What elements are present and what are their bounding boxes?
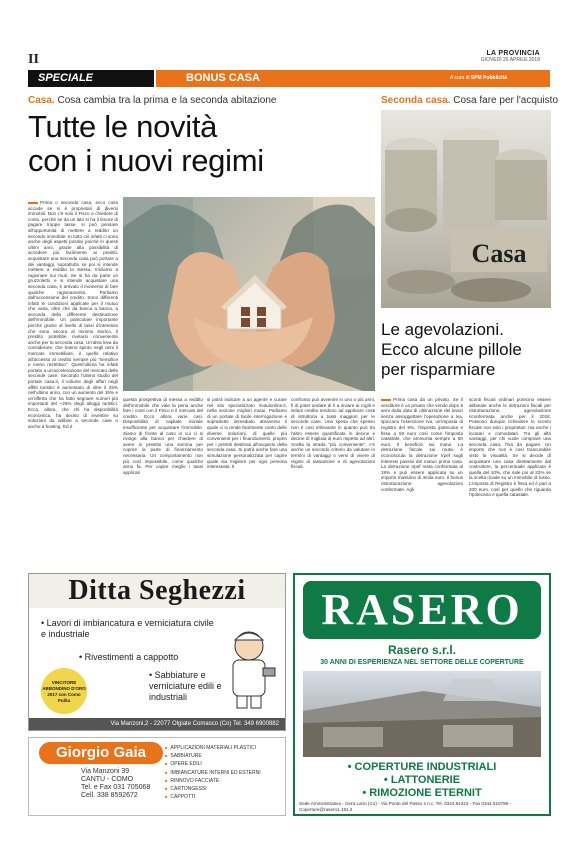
industrial-roof-photo — [303, 671, 541, 757]
gaia-service-item: ■ CAPPOTTI — [165, 793, 283, 801]
gaia-service-item: ■ APPLICAZIONI MATERIALI PLASTICI — [165, 744, 283, 752]
seghezzi-service-1: • Lavori di imbiancatura e verniciatura civile e industriale — [41, 618, 214, 639]
main-headline: Tutte le novità con i nuovi regimi — [28, 109, 264, 178]
painter-mascot-icon — [219, 624, 279, 710]
gaia-service-item: ■ OPERE EDILI — [165, 760, 283, 768]
gaia-services — [165, 744, 283, 801]
publisher-credit: A cura di SPM Pubblicità — [422, 70, 550, 87]
rasero-service-2: • LATTONERIE — [383, 774, 461, 786]
gaia-service-item: ■ RINNOVO FACCIATE — [165, 777, 283, 785]
rasero-company-name: Rasero s.r.l. — [387, 643, 457, 657]
side-column-2: sconti fiscali ordinari possono essere abbinate anche le detrazioni fiscali per ristrutturazione, agevolazione riconfermata anche per il 2018. Possono dunque richiedere lo sconto fiscale non solo i proprietari, ma anche i locatari e comodatari. Tra gli altri vantaggi, per chi vuole comprare una seconda casa, l'Iva da pagare. Un importo che non è così trascurabile visto la visualità. Se si decide di acquistare una casa direttamente dal costruttore, la percentuale applicata è quella del 10%, che sale poi al 22% se la scelta ricade su un immobile di lusso. L'imposta di Registro è fissa ed è pari a 200 euro, così per quello che riguarda l'ipotecaria e quella catastale. — [469, 397, 551, 498]
side-column-1: Prima casa da un privato. Se il venditore è un privato che vende dopo 5 anni dalla data di ultimazione dei lavori senza assoggettare l'operazione a Iva, spiccano l'esenzione Iva, un'imposta di registro del 9%, l'imposta ipotecaria e fissa a 50 euro così come l'imposta catastale, che ammonta sempre a 50 euro. Il beneficio sui mutui. La detrazione fiscale sui mutui è riconosciuta la detrazione Irpef sugli interessi passivi del mutuo prima casa. La detrazione Irpef resta confermata al 19% e può essere applicata su un importo massimo di 4mila euro. Il bonus ristrutturazione: agevolazioni confermate. Agli — [381, 397, 463, 492]
publisher-name: SPM Pubblicità — [470, 75, 507, 81]
seghezzi-contact: Via Manzoni,2 - 22077 Olgiate Comasco (Co) Tel. 349 6900882 — [29, 718, 285, 730]
rasero-service-3: • RIMOZIONE ETERNIT — [362, 787, 482, 799]
hands-house-illustration — [123, 197, 375, 391]
rasero-service-1: • COPERTURE INDUSTRIALI — [347, 761, 497, 773]
casa-word: Casa — [471, 239, 527, 268]
ad-ditta-seghezzi[interactable] — [28, 573, 286, 731]
ad-rasero[interactable] — [293, 573, 551, 816]
gaia-service-item: ■ IMBIANCATURE INTERNI ED ESTERNI — [165, 769, 283, 777]
seghezzi-title: Ditta Seghezzi — [29, 574, 285, 608]
main-column-3: si potrà indicare a un agente e curare nel sito specializzato mutuionline.it, nella sezione migliori mutui. Parliamo di un portale di facile interrogazione e soprattutto immediato attraverso il quale ci si rende facilmente conto delle diverse soluzioni, di quelle più convenienti per i finanziamenti, proprio per i prestiti destinati all'acquisto della seconda casa. Si potrà anche fare una simulazione personalizzata per capire quale sia migliore per ogni persona interessata. Il — [207, 397, 287, 470]
seghezzi-service-3: • Sabbiature e verniciature edili e industriali — [149, 670, 222, 702]
side-kicker: Seconda casa. Cosa fare per l'acquisto — [381, 95, 559, 106]
main-column-1: Prima o seconda casa, ecco cosa accade se si è proprietari di diversi immobili. Non c'è solo il Fisco a chiedere di conto, perché se da un lato si ha il timore di pagare troppe tasse, si può pensare all'opportunità di mettere a reddito un secondo immobile. In tutto ciò infatti ci sono anche degli aspetti positivi poiché in questi ultimi anni, grazie alla possibilità di accedere più facilmente ai prestiti, acquistare una seconda casa può portare a dei vantaggi, soprattutto se poi si intende mettere a reddito la stessa. Iniziamo a ragionare sui muti. Se si ha da parte un gruzzoletto e si intende acquistare una seconda casa, è arrivato il momento di fare qualche ragionamento. Partiamo dall'accensione del credito. Sono differenti infatti le condizioni applicate per il mutuo che varia, oltre che da banca a banca, a seconda della differente destinazione dell'immobile. Un particolare importante perché grazie al livello di tassi d'interesse che sono ancora al minimo storico, il prestito potrebbe rivelarsi conveniente anche per la seconda casa. Un'altra leva da considerare, che hanno spinto negli anni il mercato immobiliare, è quello relativo all'accesso al credito sempre più "semplice e meno restrittivo". Quest'ultima ha infatti portato a un'accelerazione del mercato delle seconde case. Secondo l'ultimo studio del portale casa.it, il volume degli affari negli affitti turistici è aumentato di oltre il 25% nell'ultimo anno, con un aumento del 15% e un'offerta che ha fatto segnare numeri più importanti del +25% degli alloggi turistici. Ecco, allora, che chi ha disponibilità economica, ha deciso di investire su soluzioni da adibire a seconde case o anche a hosting. Ed è — [28, 200, 118, 429]
main-column-4: confronto può avvenire in uno o più anni, lì di poter andare di lì a inviare ai rogiti e istituti credito tendono ad applicare costi di istruttoria a tassi maggiori per le seconde case. Una spesa che spesso non è così irrilevante in quanto può tra l'altro essere quantificata in decine e decine di migliaia di euro rispetto ad altri. Scelta la strada "più conveniente", c'è anche un secondo criterio da valutare in termini di vantaggi o versi di vivere di regimi di tassazione e di agevolazioni fiscali. — [291, 397, 375, 470]
main-column-2: questa prospettiva di messa a reddito dell'immobile che vale la pena anche fare i conti con il Fisco e il mercato del credito. Ecco allora varie casi. Disponibilità di capitale iniziale insufficiente per acquistare l'immobile. Siamo di fronte al caso in cui ci si rivolge alla banca per chiedere di avere in prestito una somma per coprire la parte di finanziamento necessaria. Un comportamento non più così impossibile, come qualche anno fa. Per capire meglio i tassi applicati — [123, 397, 203, 475]
seghezzi-service-2: • Rivestimenti a cappotto — [79, 652, 179, 662]
section-label: SPECIALE — [28, 70, 154, 87]
issue-date: GIOVEDÌ 26 APRILE 2018 — [480, 57, 540, 63]
roof-illustration — [303, 671, 541, 757]
gaia-service-item: ■ CARTONGESSI — [165, 785, 283, 793]
rasero-logo: RASERO — [303, 581, 541, 639]
gaia-address: Via Manzoni 39 CANTÙ - COMO Tel. e Fax 031 705068 Cell. 338 8592672 — [81, 768, 151, 799]
hands-house-photo — [123, 197, 375, 391]
coins-illustration — [381, 110, 551, 308]
ad-giorgio-gaia[interactable] — [28, 737, 286, 816]
topic-label: BONUS CASA — [156, 70, 422, 87]
gaia-logo: Giorgio Gaia — [39, 742, 163, 764]
section-bar — [28, 70, 550, 87]
rasero-contact: Sede Amministrativa - Gera Lario (Co) - Via Ponte del Passo s.n.c. Tel. 0344.84323 - Fax 0344.910796 - Coperture@rasero1.191.it — [299, 801, 512, 812]
paper-name: LA PROVINCIA — [486, 50, 540, 57]
masthead — [481, 50, 540, 63]
coins-casa-photo — [381, 110, 551, 308]
lead-dash — [28, 202, 38, 204]
rasero-tagline: 30 ANNI DI ESPERIENZA NEL SETTORE DELLE COPERTURE — [320, 659, 524, 666]
lead-dash — [381, 399, 391, 401]
award-badge: VINCITORE ABBONDINO D'ORO 2017 con Como Pulita — [41, 668, 87, 714]
gaia-service-item: ■ SABBIATURE — [165, 752, 283, 760]
page-number: II — [28, 52, 39, 67]
main-kicker: Casa. Cosa cambia tra la prima e la seconda abitazione — [28, 95, 277, 106]
side-headline: Le agevolazioni. Ecco alcune pillole per risparmiare — [381, 320, 522, 379]
